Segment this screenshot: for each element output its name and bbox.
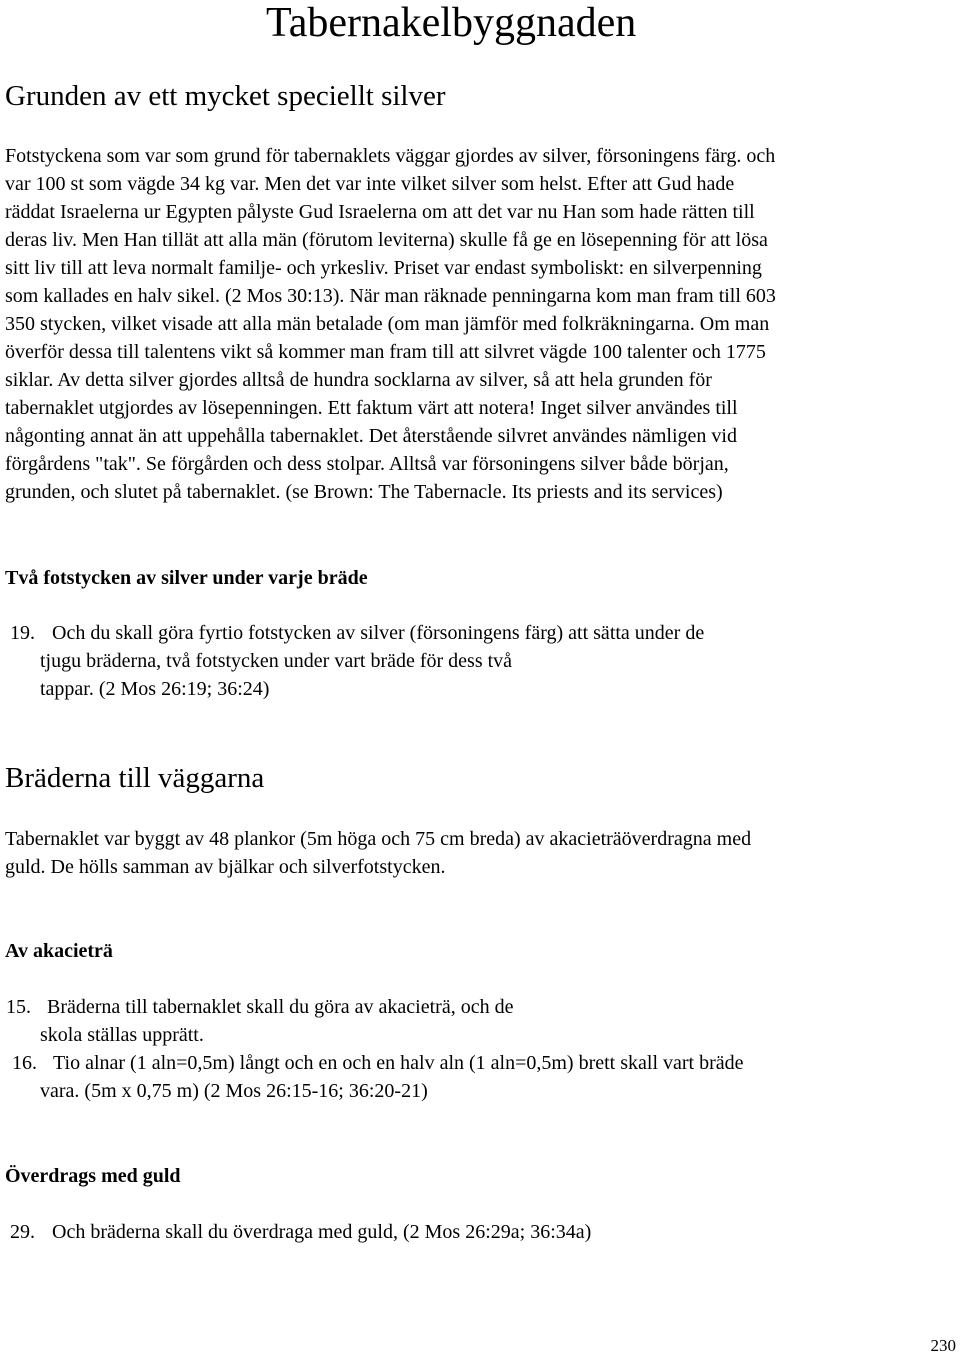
verse-number: 15. — [6, 996, 31, 1018]
paragraph-boards — [5, 825, 955, 881]
verse-line: Och bräderna skall du överdraga med guld, (2 Mos 26:29a; 36:34a) — [52, 1221, 592, 1243]
paragraph-line: 350 stycken, vilket visade att alla män betalade (om man jämför med folkräkningarna. Om man — [5, 313, 770, 335]
verse-line: Bräderna till tabernaklet skall du göra av akacieträ, och de — [47, 996, 514, 1018]
paragraph-line: guld. De hölls samman av bjälkar och silverfotstycken. — [5, 856, 446, 878]
paragraph-line: grunden, och slutet på tabernaklet. (se Brown: The Tabernacle. Its priests and its services) — [5, 481, 723, 503]
verse-line: skola ställas upprätt. — [40, 1024, 204, 1046]
paragraph-line: överför dessa till talentens vikt så kommer man fram till att silvret vägde 100 talenter och 1775 — [5, 341, 766, 363]
paragraph-line: Fotstyckena som var som grund för tabernaklets väggar gjordes av silver, försoningens färg. och — [5, 145, 776, 167]
verse-line: tjugu bräderna, två fotstycken under vart bräde för dess två — [40, 650, 513, 672]
verse-line: vara. (5m x 0,75 m) (2 Mos 26:15-16; 36:20-21) — [40, 1080, 428, 1102]
paragraph-line: förgårdens "tak". Se förgården och dess stolpar. Alltså var försoningens silver både början, — [5, 453, 729, 475]
page-number: 230 — [930, 1336, 956, 1355]
verse-line: tappar. (2 Mos 26:19; 36:24) — [40, 678, 270, 700]
verse-19 — [10, 619, 705, 703]
paragraph-line: som kallades en halv sikel. (2 Mos 30:13). När man räknade penningarna kom man fram till 603 — [5, 285, 776, 307]
paragraph-line: Tabernaklet var byggt av 48 plankor (5m höga och 75 cm breda) av akacieträöverdragna med — [5, 828, 752, 850]
verse-15 — [6, 993, 514, 1049]
paragraph-line: deras liv. Men Han tillät att alla män (förutom leviterna) skulle få ge en lösepenning för att lösa — [5, 229, 768, 251]
paragraph-line: räddat Israelerna ur Egypten pålyste Gud Israelerna om att det var nu Han som hade rätten till — [5, 201, 755, 223]
paragraph-line: någonting annat än att uppehålla tabernaklet. Det återstående silvret användes nämligen vid — [5, 425, 737, 447]
paragraph-line: tabernaklet utgjordes av lösepenningen. Ett faktum värt att notera! Inget silver användes till — [5, 397, 738, 419]
section-heading-boards: Bräderna till väggarna — [5, 762, 265, 794]
page-title: Tabernakelbyggnaden — [266, 0, 637, 46]
paragraph-line: sitt liv till att leva normalt familje- och yrkesliv. Priset var endast symboliskt: en silverpenning — [5, 257, 762, 279]
section-heading-foundation: Grunden av ett mycket speciellt silver — [5, 80, 446, 112]
paragraph-line: var 100 st som vägde 34 kg var. Men det var inte vilket silver som helst. Efter att Gud hade — [5, 173, 735, 195]
section-heading-gold: Överdrags med guld — [5, 1165, 181, 1187]
verse-line: Tio alnar (1 aln=0,5m) långt och en och en halv aln (1 aln=0,5m) brett skall vart bräde — [53, 1052, 744, 1074]
verse-29 — [10, 1218, 592, 1246]
verse-number: 19. — [10, 622, 35, 644]
verse-number: 29. — [10, 1221, 35, 1243]
paragraph-line: siklar. Av detta silver gjordes alltså de hundra socklarna av silver, så att hela grunden för — [5, 369, 712, 391]
verse-line: Och du skall göra fyrtio fotstycken av silver (försoningens färg) att sätta under de — [52, 622, 705, 644]
verse-16 — [12, 1049, 744, 1105]
section-heading-two-bases: Två fotstycken av silver under varje bräde — [5, 567, 368, 589]
section-heading-acacia: Av akacieträ — [5, 940, 113, 962]
verse-number: 16. — [12, 1052, 37, 1074]
paragraph-foundation — [5, 142, 955, 506]
